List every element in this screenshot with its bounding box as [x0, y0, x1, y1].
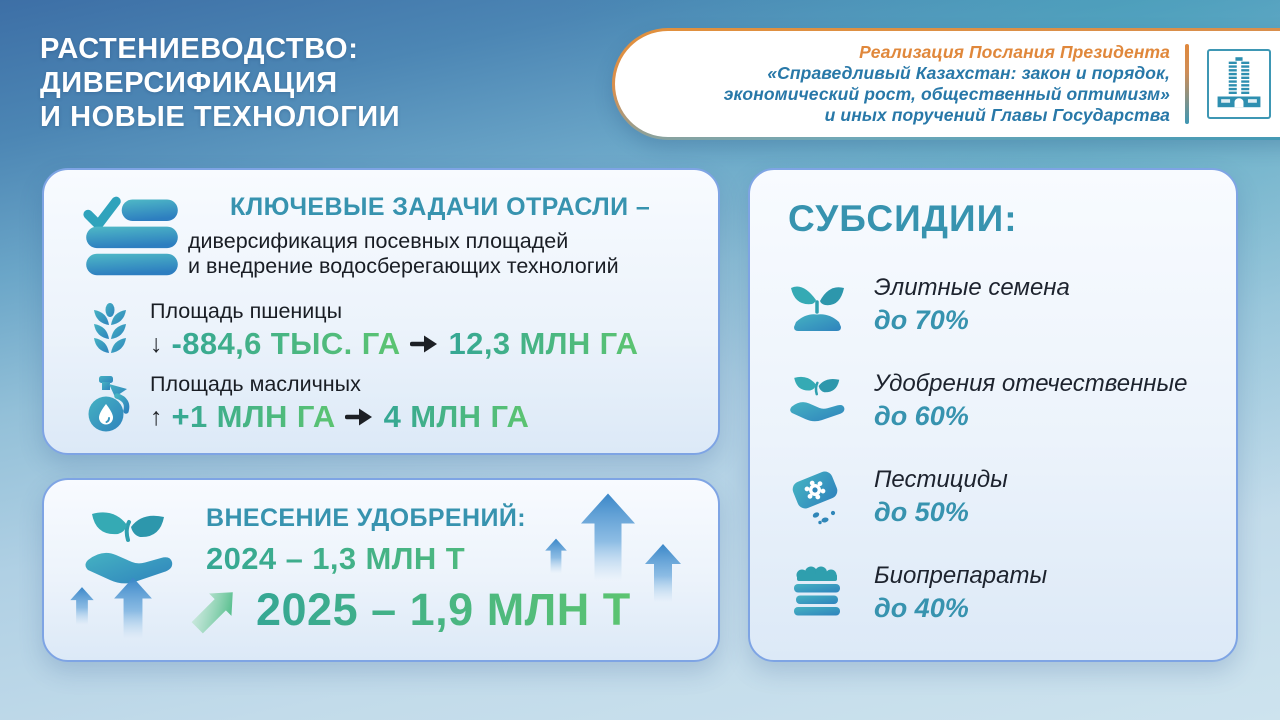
key-tasks-subtitle-1: диверсификация посевных площадей	[188, 229, 569, 253]
fertilizer-2024-value: 2024 – 1,3 МЛН Т	[206, 541, 631, 577]
up-arrow-icon	[69, 584, 95, 628]
seedling-icon	[788, 276, 848, 334]
up-arrow-icon	[112, 574, 154, 642]
page-title	[40, 32, 400, 134]
right-arrow-icon	[345, 407, 375, 427]
subsidy-label: Элитные семена	[874, 274, 1070, 301]
fertilizer-title: ВНЕСЕНИЕ УДОБРЕНИЙ:	[206, 504, 526, 532]
oilseeds-result-value: 4 МЛН ГА	[383, 399, 530, 434]
subsidy-label: Биопрепараты	[874, 562, 1048, 589]
checklist-icon	[80, 192, 184, 283]
oilseeds-area-label: Площадь масличных	[150, 372, 361, 396]
badge-line-1: Реализация Послания Президента	[859, 42, 1170, 62]
up-arrow-icon	[643, 540, 683, 606]
key-tasks-subtitle-2: и внедрение водосберегающих технологий	[188, 254, 619, 278]
ministry-logo	[1207, 49, 1271, 119]
oil-jug-icon	[84, 376, 136, 434]
right-arrow-icon	[410, 334, 440, 354]
fertilizer-card	[42, 478, 720, 662]
subsidy-value: до 70%	[874, 305, 969, 335]
up-arrow-icon	[544, 535, 568, 577]
badge-divider	[1185, 44, 1189, 124]
subsidy-item-fertilizers	[788, 370, 1198, 432]
badge-line-4: и иных поручений Главы Государства	[824, 105, 1170, 125]
subsidy-value: до 40%	[874, 593, 969, 623]
biopreparation-crate-icon	[788, 566, 848, 620]
hand-plant-icon	[788, 372, 848, 430]
key-tasks-card	[42, 168, 720, 455]
page-title-line: И НОВЫЕ ТЕХНОЛОГИИ	[40, 101, 401, 133]
badge-line-3: экономический рост, общественный оптимизм»	[723, 84, 1170, 104]
fertilizer-2025-value: 2025 – 1,9 МЛН Т	[256, 584, 631, 635]
pesticide-bag-icon	[788, 468, 848, 526]
badge-line-2: «Справедливый Казахстан: закон и порядок,	[767, 63, 1170, 83]
diagonal-up-arrow-icon	[188, 583, 242, 637]
wheat-icon	[84, 303, 136, 359]
subsidy-item-pesticides	[788, 466, 1198, 528]
oilseeds-change-value: +1 МЛН ГА	[171, 399, 336, 434]
up-arrow-icon	[578, 488, 638, 586]
trend-up-icon: ↑	[150, 402, 163, 431]
subsidy-item-elite-seeds	[788, 274, 1198, 336]
key-tasks-title: КЛЮЧЕВЫЕ ЗАДАЧИ ОТРАСЛИ –	[230, 193, 651, 221]
wheat-result-value: 12,3 МЛН ГА	[448, 326, 639, 361]
subsidy-label: Удобрения отечественные	[874, 370, 1188, 397]
subsidy-label: Пестициды	[874, 466, 1008, 493]
wheat-change-value: -884,6 ТЫС. ГА	[171, 326, 401, 361]
presidential-mandate-badge	[612, 28, 1280, 140]
subsidy-item-biopreparations	[788, 562, 1198, 624]
trend-down-icon: ↓	[150, 329, 163, 358]
page-title-line: РАСТЕНИЕВОДСТВО:	[40, 33, 359, 65]
government-building-icon	[1214, 54, 1264, 114]
subsidy-value: до 60%	[874, 401, 969, 431]
badge-text	[724, 42, 1170, 126]
page-title-line: ДИВЕРСИФИКАЦИЯ	[40, 67, 338, 99]
wheat-area-label: Площадь пшеницы	[150, 299, 343, 323]
subsidies-title: СУБСИДИИ:	[788, 198, 1018, 239]
subsidies-card	[748, 168, 1238, 662]
subsidy-value: до 50%	[874, 497, 969, 527]
